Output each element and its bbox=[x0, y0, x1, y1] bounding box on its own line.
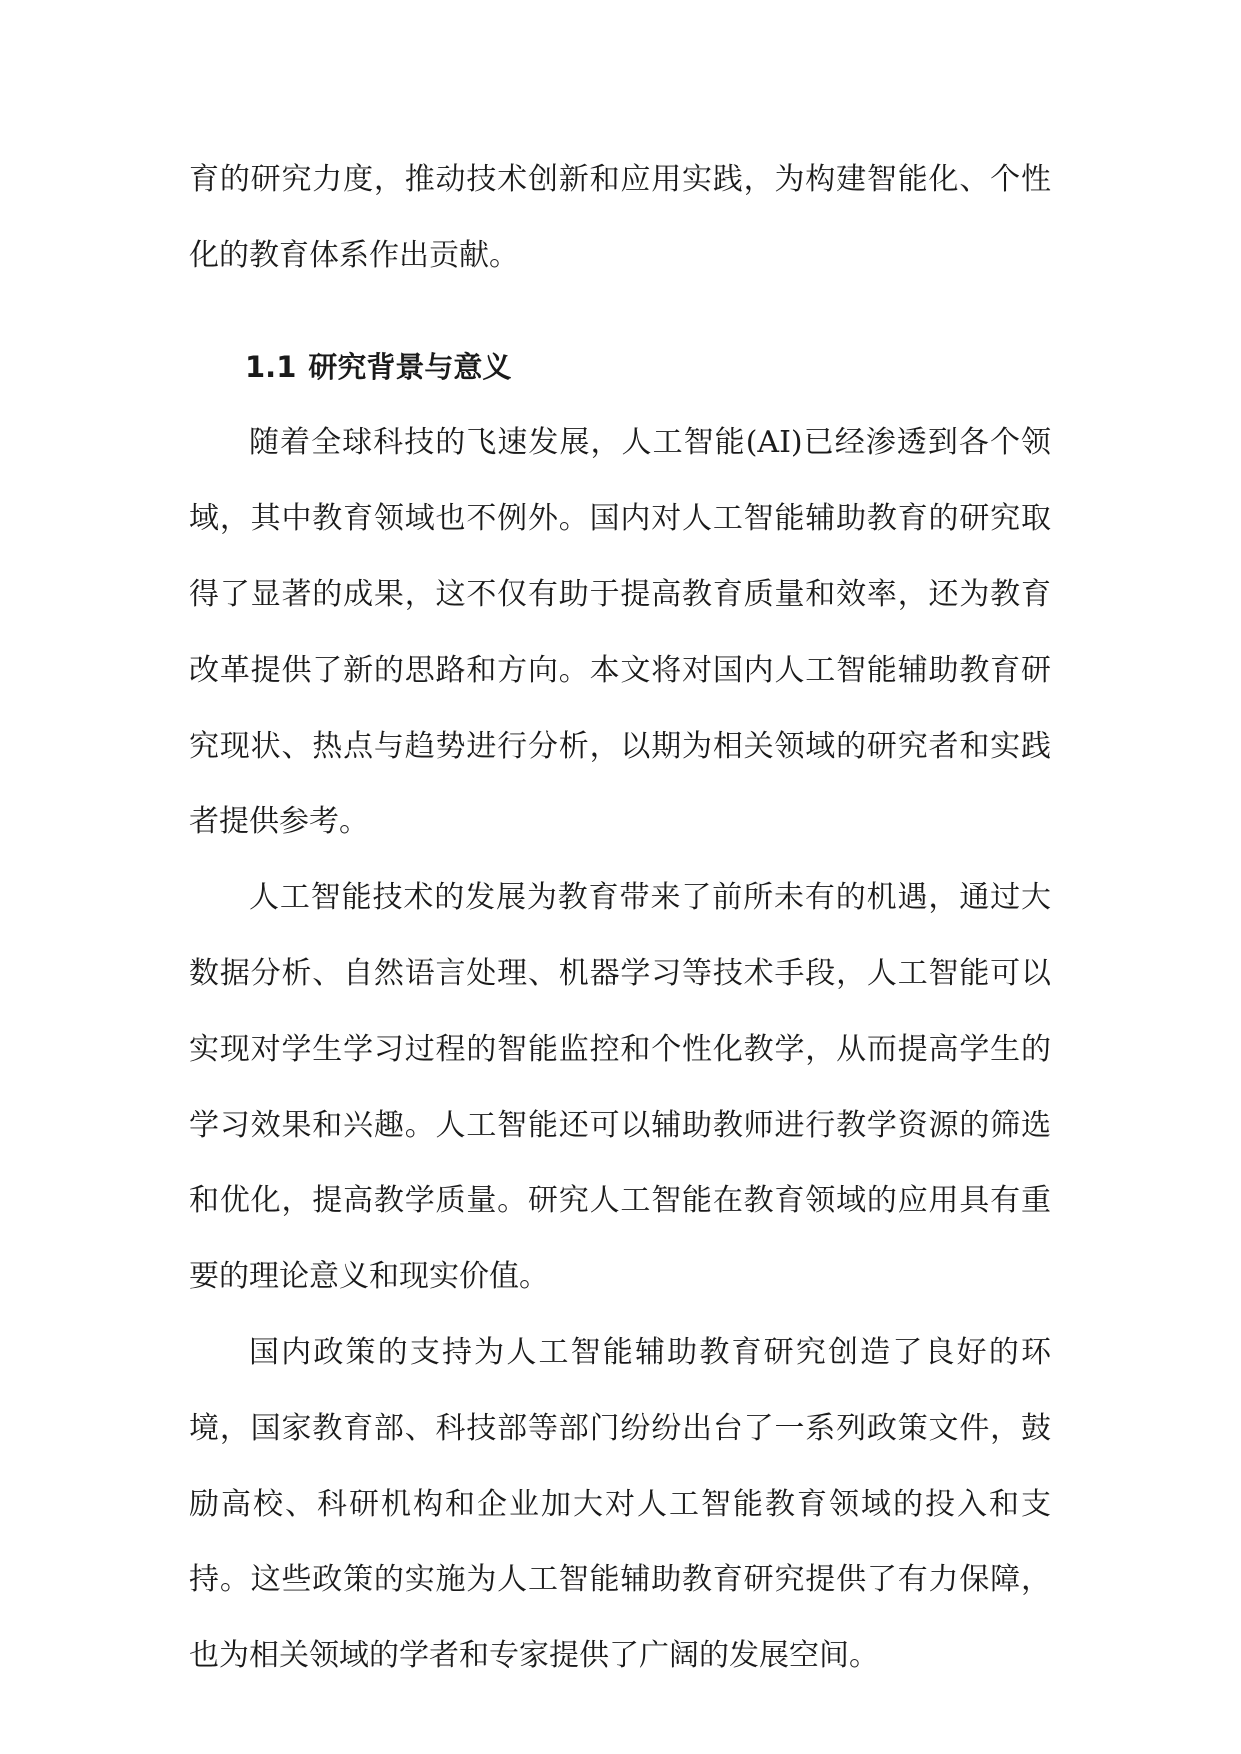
document-body bbox=[189, 142, 1051, 1694]
section-heading bbox=[189, 330, 1051, 406]
body-paragraph-3: 国内政策的支持为人工智能辅助教育研究创造了良好的环境，国家教育部、科技部等部门纷纷出台了一系列政策文件，鼓励高校、科研机构和企业加大对人工智能教育领域的投入和支持。这些政策的实施为人工智能辅助教育研究提供了有力保障，也为相关领域的学者和专家提供了广阔的发展空间。 bbox=[189, 1334, 1051, 1674]
body-paragraph-1: 随着全球科技的飞速发展，人工智能(AI)已经渗透到各个领域，其中教育领域也不例外。国内对人工智能辅助教育的研究取得了显著的成果，这不仅有助于提高教育质量和效率，还为教育改革提供了新的思路和方向。本文将对国内人工智能辅助教育研究现状、热点与趋势进行分析，以期为相关领域的研究者和实践者提供参考。 bbox=[189, 425, 1051, 840]
continuation-paragraph: 育的研究力度，推动技术创新和应用实践，为构建智能化、个性化的教育体系作出贡献。 bbox=[189, 162, 1051, 273]
body-paragraph-2: 人工智能技术的发展为教育带来了前所未有的机遇，通过大数据分析、自然语言处理、机器学习等技术手段，人工智能可以实现对学生学习过程的智能监控和个性化教学，从而提高学生的学习效果和兴趣。人工智能还可以辅助教师进行教学资源的筛选和优化，提高教学质量。研究人工智能在教育领域的应用具有重要的理论意义和现实价值。 bbox=[189, 880, 1051, 1295]
section-number: 1.1 bbox=[245, 349, 297, 384]
section-title: 研究背景与意义 bbox=[308, 349, 512, 384]
